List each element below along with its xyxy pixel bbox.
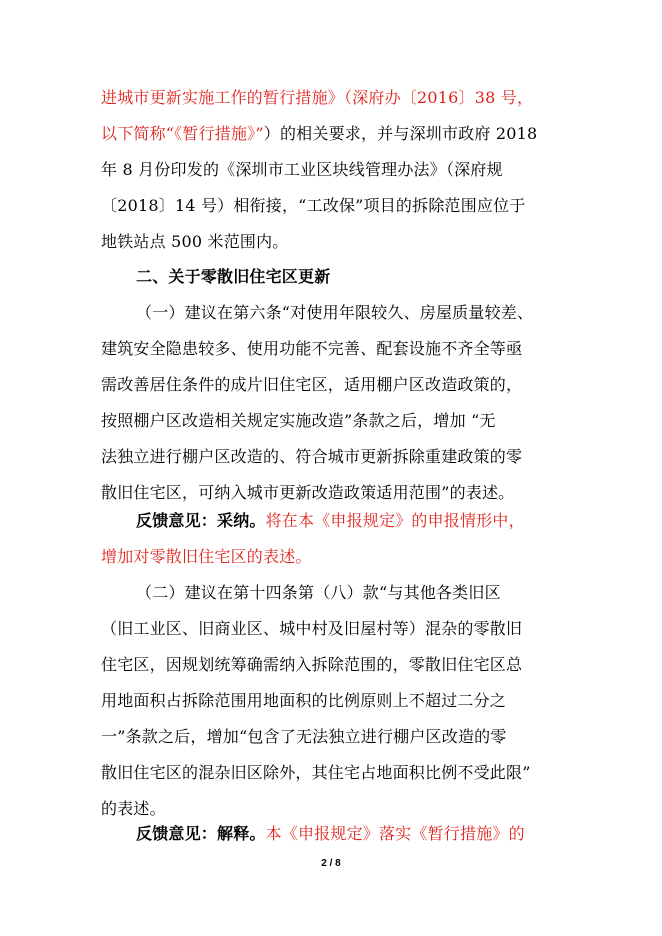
paragraph-line: 一”条款之后，增加“包含了无法独立进行棚户区改造的零 [101,727,507,746]
feedback-label: 反馈意见：采纳。 [136,511,266,530]
feedback-line [136,511,616,531]
feedback-text-red: 本《申报规定》落实《暂行措施》的 [265,824,525,843]
page-number: 2 / 8 [321,858,341,869]
paragraph-line: 按照棚户区改造相关规定实施改造”条款之后，增加 “无 [101,411,496,430]
paragraph-line: 〔2018〕14 号）相衔接，“工改保”项目的拆除范围应位于 [101,196,526,215]
text-span: 进城市更新实施工作的暂行措施》（深府办〔2016〕38 号， [101,88,534,107]
paragraph-line: 法独立进行棚户区改造的、符合城市更新拆除重建政策的零 [101,447,523,466]
paragraph-line: 年 8 月份印发的《深圳市工业区块线管理办法》（深府规 [101,160,503,179]
paragraph-line: 需改善居住条件的成片旧住宅区，适用棚户区改造政策的， [101,375,523,394]
paragraph-line: 的表述。 [101,799,166,818]
paragraph-line [101,88,581,108]
paragraph-line: 建筑安全隐患较多、使用功能不完善、配套设施不齐全等亟 [101,339,523,358]
paragraph-line: （二）建议在第十四条第（八）款“与其他各类旧区 [136,583,501,602]
paragraph-line: （一）建议在第六条“对使用年限较久、房屋质量较差、 [136,303,534,322]
paragraph-line: 住宅区，因规划统筹确需纳入拆除范围的，零散旧住宅区总 [101,655,523,674]
paragraph-line: （旧工业区、旧商业区、城中村及旧屋村等）混杂的零散旧 [101,619,523,638]
text-span: ）的相关要求，并与深圳市政府 2018 [263,124,538,143]
paragraph-line: 地铁站点 500 米范围内。 [101,232,289,251]
feedback-label: 反馈意见：解释。 [136,824,266,843]
feedback-text-red: 将在本《申报规定》的申报情形中， [265,511,525,530]
paragraph-line [101,124,581,144]
paragraph-line: 散旧住宅区的混杂旧区除外，其住宅占地面积比例不受此限” [101,763,531,782]
paragraph-line: 用地面积占拆除范围用地面积的比例原则上不超过二分之 [101,691,507,710]
feedback-line [136,824,616,844]
section-heading: 二、关于零散旧住宅区更新 [136,267,331,286]
feedback-text-red: 增加对零散旧住宅区的表述。 [101,547,312,566]
text-span-red: 以下简称“《暂行措施》” [101,124,264,143]
paragraph-line: 散旧住宅区，可纳入城市更新改造政策适用范围”的表述。 [101,483,515,502]
